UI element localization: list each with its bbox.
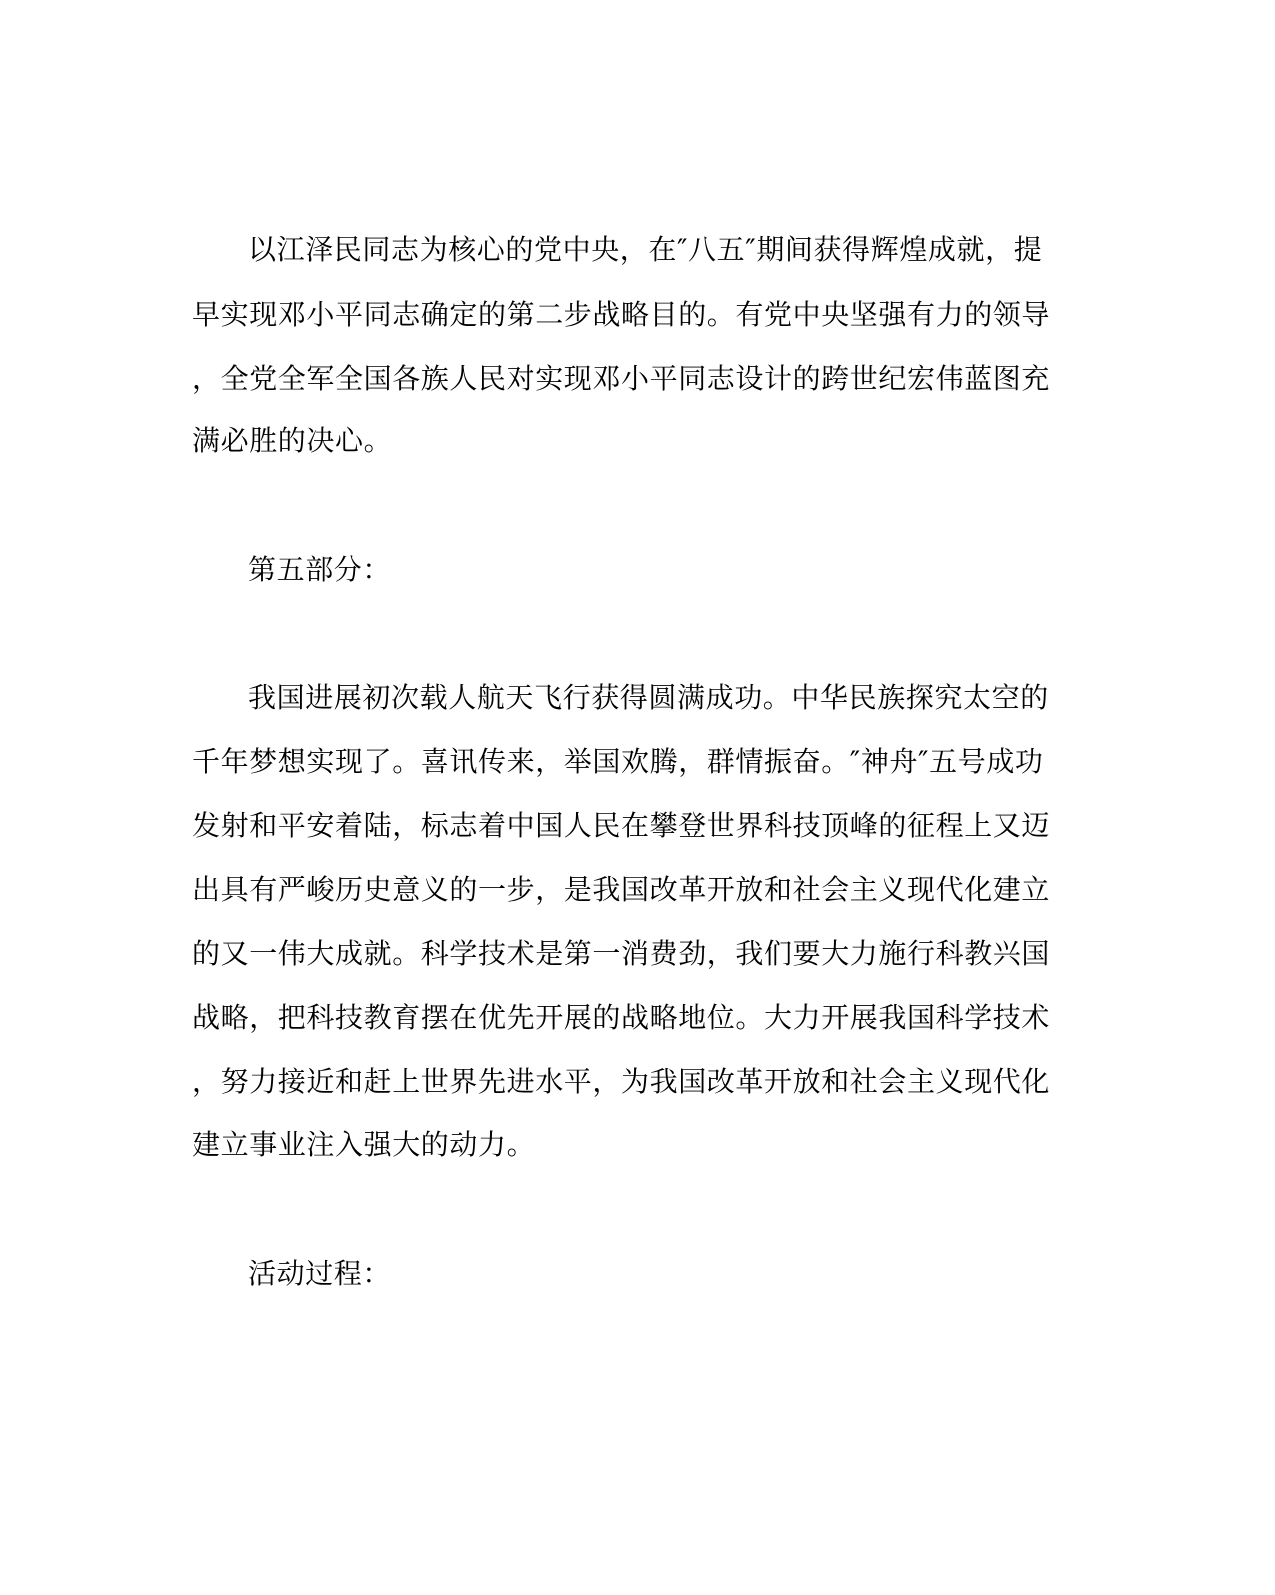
paragraph-1-line-3: ，全党全军全国各族人民对实现邓小平同志设计的跨世纪宏伟蓝图充 [192,362,1051,395]
paragraph-3-line-4: 出具有严峻历史意义的一步，是我国改革开放和社会主义现代化建立 [192,873,1051,906]
paragraph-3-line-1: 我国进展初次载人航天飞行获得圆满成功。中华民族探究太空的 [248,681,1049,714]
paragraph-3-line-7: ，努力接近和赶上世界先进水平，为我国改革开放和社会主义现代化 [192,1065,1051,1098]
paragraph-1-line-2: 早实现邓小平同志确定的第二步战略目的。有党中央坚强有力的领导 [192,298,1051,331]
section-heading-activity-process: 活动过程： [248,1257,392,1290]
paragraph-3-line-5: 的又一伟大成就。科学技术是第一消费劲，我们要大力施行科教兴国 [192,937,1051,970]
paragraph-3-line-3: 发射和平安着陆，标志着中国人民在攀登世界科技顶峰的征程上又迈 [192,809,1051,842]
paragraph-3-line-8: 建立事业注入强大的动力。 [192,1128,536,1161]
section-heading-part-five: 第五部分： [248,553,392,586]
paragraph-3-line-6: 战略，把科技教育摆在优先开展的战略地位。大力开展我国科学技术 [192,1001,1051,1034]
paragraph-3-line-2: 千年梦想实现了。喜讯传来，举国欢腾，群情振奋。″神舟″五号成功 [192,745,1044,778]
paragraph-1-line-4: 满必胜的决心。 [192,424,393,457]
paragraph-1-line-1: 以江泽民同志为核心的党中央，在″八五″期间获得辉煌成就，提 [248,233,1043,266]
